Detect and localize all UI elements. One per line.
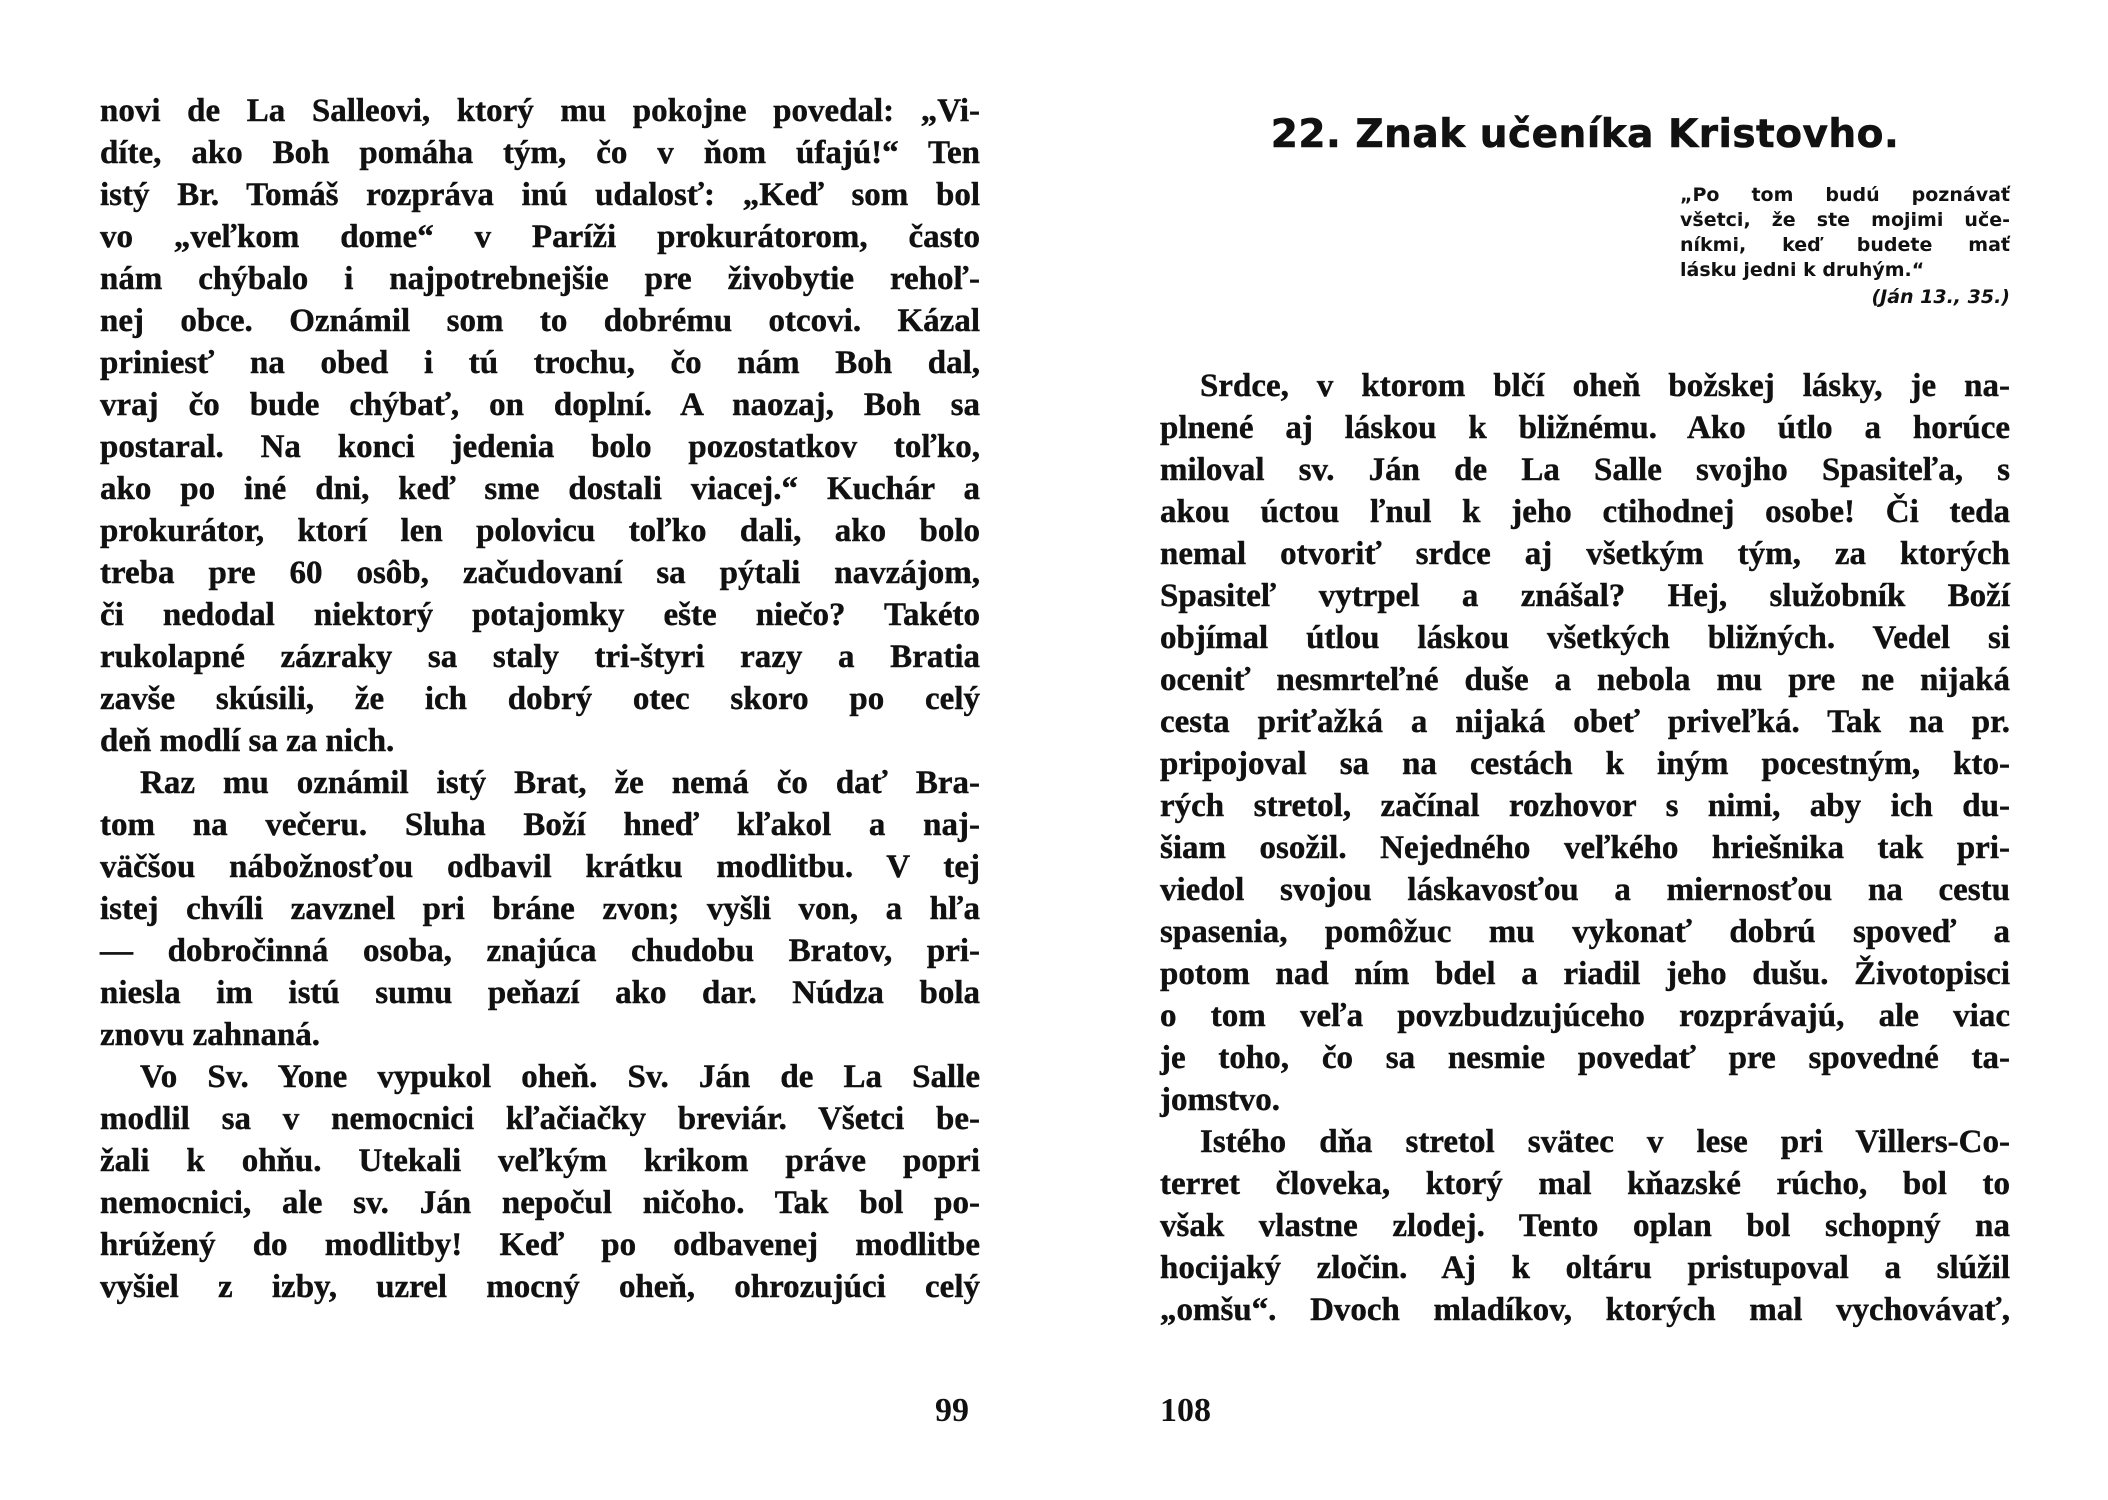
right-page-text [1160,365,2010,1331]
text-line: akou úctou ľnul k jeho ctihodnej osobe! Či teda [1160,494,2010,530]
epigraph-line: všetci, že ste mojimi uče- [1680,209,2010,231]
text-line: nemocnici, ale sv. Ján nepočul ničoho. Tak bol po- [100,1185,980,1221]
text-line: Spasiteľ vytrpel a znášal? Hej, služobník Boží [1160,578,2010,614]
text-line: Istého dňa stretol svätec v lese pri Villers-Co- [1200,1124,2010,1160]
chapter-title: 22. Znak učeníka Kristovho. [1270,112,1900,157]
text-line: — dobročinná osoba, znajúca chudobu Bratov, pri- [100,933,980,969]
text-line: hocijaký zločin. Aj k oltáru pristupoval a slúžil [1160,1250,2010,1286]
text-line: potom nad ním bdel a riadil jeho dušu. Životopisci [1160,956,2010,992]
text-line: väčšou nábožnosťou odbavil krátku modlitbu. V tej [100,849,980,885]
text-line: vraj čo bude chýbať, on doplní. A naozaj, Boh sa [100,387,980,423]
text-line: priniesť na obed i tú trochu, čo nám Boh dal, [100,345,980,381]
page-number: 99 [935,1392,969,1429]
epigraph-reference: (Ján 13., 35.) [1871,286,2010,308]
text-line: spasenia, pomôžuc mu vykonať dobrú spoveď a [1160,914,2010,950]
text-line: je toho, čo sa nesmie povedať pre spovedné ta- [1160,1040,2010,1076]
text-line: „omšu“. Dvoch mladíkov, ktorých mal vychovávať, [1160,1292,2010,1328]
text-line: jomstvo. [1160,1082,1281,1118]
text-line: znovu zahnaná. [100,1017,321,1053]
epigraph-line: níkmi, keď budete mať [1680,234,2010,256]
text-line: Vo Sv. Yone vypukol oheň. Sv. Ján de La Salle [140,1059,980,1095]
text-line: zavše skúsili, že ich dobrý otec skoro po celý [100,681,980,717]
text-line: plnené aj láskou k bližnému. Ako útlo a horúce [1160,410,2010,446]
text-line: či nedodal niektorý potajomky ešte niečo? Takéto [100,597,980,633]
text-line: modlil sa v nemocnici kľačiačky breviár. Všetci be- [100,1101,980,1137]
text-line: cesta priťažká a nijaká obeť priveľká. Tak na pr. [1160,704,2010,740]
text-line: terret človeka, ktorý mal kňazské rúcho, bol to [1160,1166,2010,1202]
text-line: viedol svojou láskavosťou a miernosťou na cestu [1160,872,2010,908]
text-line: ako po iné dni, keď sme dostali viacej.“ Kuchár a [100,471,980,507]
text-line: šiam osožil. Nejedného veľkého hriešnika tak pri- [1160,830,2010,866]
left-page-text [100,90,980,1308]
text-line: nemal otvoriť srdce aj všetkým tým, za ktorých [1160,536,2010,572]
text-line: díte, ako Boh pomáha tým, čo v ňom úfajú!“ Ten [100,135,980,171]
text-line: však vlastne zlodej. Tento oplan bol schopný na [1160,1208,2010,1244]
text-line: vyšiel z izby, uzrel mocný oheň, ohrozujúci celý [100,1269,980,1305]
text-line: postaral. Na konci jedenia bolo pozostatkov toľko, [100,429,980,465]
text-line: tom na večeru. Sluha Boží hneď kľakol a naj- [100,807,980,843]
text-line: žali k ohňu. Utekali veľkým krikom práve popri [100,1143,980,1179]
text-line: vo „veľkom dome“ v Paríži prokurátorom, často [100,219,980,255]
text-line: oceniť nesmrteľné duše a nebola mu pre ne nijaká [1160,662,2010,698]
text-line: pripojoval sa na cestách k iným pocestným, kto- [1160,746,2010,782]
text-line: deň modlí sa za nich. [100,723,395,759]
text-line: miloval sv. Ján de La Salle svojho Spasiteľa, s [1160,452,2010,488]
text-line: novi de La Salleovi, ktorý mu pokojne povedal: „Vi- [100,93,980,129]
text-line: rých stretol, začínal rozhovor s nimi, aby ich du- [1160,788,2010,824]
text-line: rukolapné zázraky sa staly tri-štyri razy a Bratia [100,639,980,675]
text-line: hrúžený do modlitby! Keď po odbavenej modlitbe [100,1227,980,1263]
text-line: nám chýbalo i najpotrebnejšie pre živobytie rehoľ- [100,261,980,297]
text-line: objímal útlou láskou všetkých bližných. Vedel si [1160,620,2010,656]
epigraph-line: „Po tom budú poznávať [1680,184,2010,206]
text-line: prokurátor, ktorí len polovicu toľko dali, ako bolo [100,513,980,549]
epigraph-line: lásku jedni k druhým.“ [1680,259,1925,281]
text-line: Raz mu oznámil istý Brat, že nemá čo dať Bra- [140,765,980,801]
page-number: 108 [1160,1392,1211,1429]
text-line: treba pre 60 osôb, začudovaní sa pýtali navzájom, [100,555,980,591]
text-line: Srdce, v ktorom blčí oheň božskej lásky, je na- [1200,368,2010,404]
text-line: istý Br. Tomáš rozpráva inú udalosť: „Keď som bol [100,177,980,213]
epigraph [1680,183,2010,310]
text-line: o tom veľa povzbudzujúceho rozprávajú, ale viac [1160,998,2010,1034]
text-line: nej obce. Oznámil som to dobrému otcovi. Kázal [100,303,980,339]
text-line: istej chvíli zavznel pri bráne zvon; vyšli von, a hľa [100,891,980,927]
text-line: niesla im istú sumu peňazí ako dar. Núdza bola [100,975,980,1011]
